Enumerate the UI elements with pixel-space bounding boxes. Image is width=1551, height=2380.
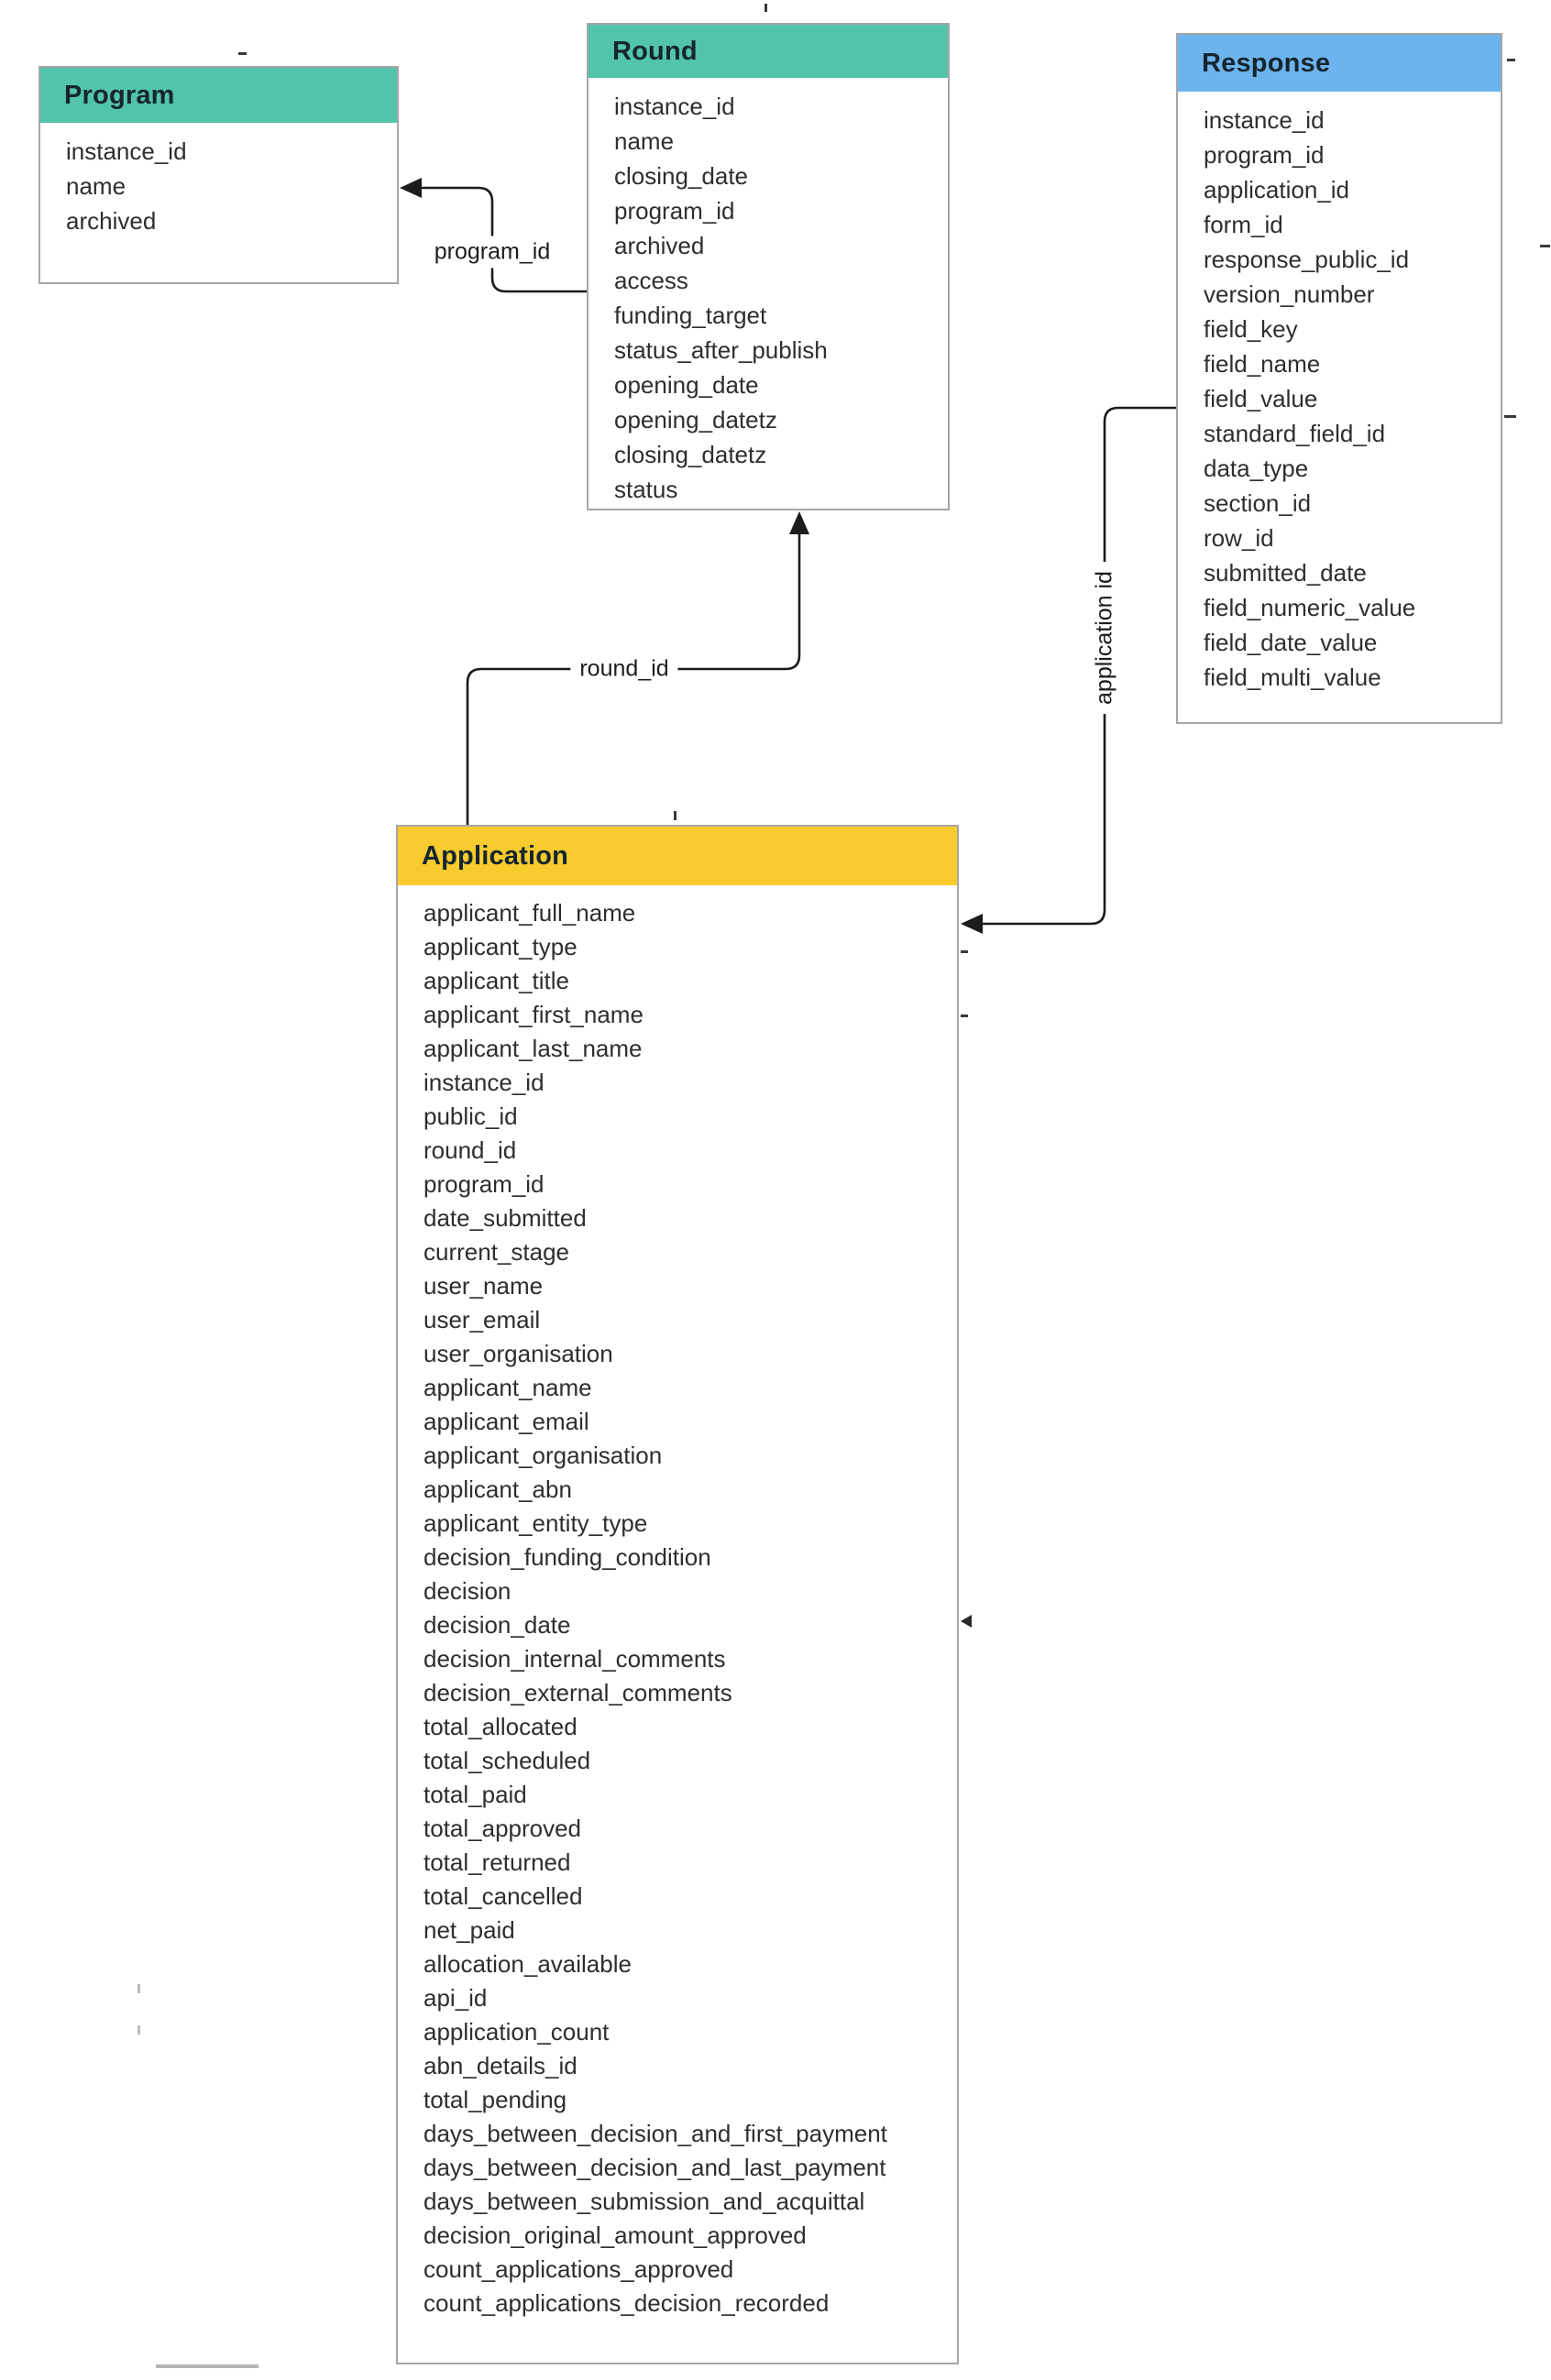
field-row: archived [614, 232, 705, 259]
field-row: field_multi_value [1204, 664, 1381, 691]
stray-line-fragment [156, 2364, 258, 2368]
entity-response-fields [1178, 92, 1501, 695]
field-row: api_id [424, 1984, 488, 2012]
entity-application[interactable] [396, 825, 959, 2364]
stray-arrowhead [961, 1615, 972, 1628]
entity-application-header [398, 827, 957, 885]
field-row: funding_target [614, 302, 767, 329]
field-row: total_allocated [424, 1713, 578, 1740]
field-row: instance_id [66, 137, 187, 165]
field-row: applicant_entity_type [424, 1509, 648, 1537]
field-row: program_id [424, 1170, 544, 1198]
entity-round-title: Round [612, 36, 698, 66]
connector-application-id [961, 408, 1176, 934]
stray-mark [1540, 245, 1550, 247]
field-row: applicant_name [424, 1374, 592, 1401]
field-row: days_between_decision_and_last_payment [424, 2154, 886, 2181]
field-row: days_between_submission_and_acquittal [424, 2188, 865, 2215]
field-row: form_id [1204, 211, 1283, 238]
field-row: applicant_abn [424, 1475, 572, 1503]
field-row: instance_id [424, 1069, 544, 1096]
field-row: access [614, 267, 688, 294]
field-row: total_returned [424, 1848, 571, 1876]
field-row: row_id [1204, 524, 1274, 552]
field-row: program_id [1204, 141, 1325, 169]
entity-application-fields [398, 885, 957, 2320]
field-row: applicant_organisation [424, 1442, 663, 1469]
field-row: total_paid [424, 1781, 527, 1808]
stray-mark [961, 1015, 968, 1017]
stray-mark [1504, 415, 1516, 418]
field-row: closing_date [614, 162, 748, 190]
field-row: round_id [424, 1136, 517, 1164]
field-row: user_name [424, 1272, 544, 1300]
field-row: count_applications_approved [424, 2255, 734, 2283]
field-row: field_key [1204, 315, 1298, 343]
field-row: decision_internal_comments [424, 1645, 726, 1673]
field-row: abn_details_id [424, 2052, 578, 2079]
field-row: applicant_title [424, 967, 569, 994]
field-row: application_id [1204, 176, 1350, 203]
field-row: field_date_value [1204, 629, 1378, 656]
field-row: current_stage [424, 1238, 569, 1266]
field-row: decision_external_comments [424, 1679, 732, 1706]
field-row: opening_datetz [614, 406, 777, 433]
relationship-label-program-id: program_id [425, 236, 559, 269]
field-row: response_public_id [1204, 246, 1410, 273]
field-row: standard_field_id [1204, 420, 1386, 447]
relationship-label-application-id: application id [1089, 562, 1121, 714]
connector-program-id-arrowhead [400, 178, 422, 198]
field-row: field_value [1204, 385, 1318, 412]
stray-mark [674, 811, 676, 820]
stray-mark [238, 52, 247, 55]
connector-application-id-line [981, 408, 1176, 924]
field-row: name [66, 172, 126, 200]
field-row: total_pending [424, 2086, 567, 2113]
entity-round[interactable] [587, 23, 950, 510]
entity-program-header [40, 68, 397, 123]
field-row: program_id [614, 197, 735, 225]
connector-application-id-arrowhead [961, 914, 983, 934]
entity-program-title: Program [64, 80, 175, 110]
entity-round-header [588, 25, 948, 78]
field-row: data_type [1204, 455, 1309, 482]
field-row: name [614, 127, 675, 155]
entity-round-fields [588, 78, 948, 507]
stray-mark [138, 2025, 140, 2035]
field-row: applicant_last_name [424, 1035, 643, 1062]
field-row: applicant_first_name [424, 1001, 644, 1028]
field-row: allocation_available [424, 1950, 632, 1978]
field-row: net_paid [424, 1916, 515, 1944]
field-row: applicant_full_name [424, 899, 636, 927]
field-row: field_numeric_value [1204, 594, 1416, 621]
field-row: instance_id [1204, 106, 1325, 134]
field-row: public_id [424, 1102, 518, 1130]
field-row: version_number [1204, 280, 1375, 308]
field-row: decision [424, 1577, 512, 1605]
field-row: field_name [1204, 350, 1321, 378]
field-row: decision_date [424, 1611, 571, 1639]
entity-response-header [1178, 35, 1501, 92]
connector-program-id [400, 178, 587, 291]
field-row: submitted_date [1204, 559, 1367, 587]
entity-response[interactable] [1176, 33, 1502, 724]
field-row: user_email [424, 1306, 541, 1333]
connector-round-id-arrowhead [789, 511, 809, 534]
field-row: archived [66, 207, 157, 235]
field-row: applicant_email [424, 1408, 589, 1435]
stray-mark [1507, 59, 1515, 61]
stray-mark [961, 950, 968, 953]
field-row: application_count [424, 2018, 610, 2045]
field-row: status [614, 476, 678, 503]
entity-program-fields [40, 123, 397, 238]
stray-mark [138, 1984, 140, 1993]
entity-application-title: Application [422, 840, 569, 871]
field-row: section_id [1204, 489, 1312, 517]
stray-mark [764, 4, 767, 12]
field-row: instance_id [614, 93, 735, 120]
field-row: total_approved [424, 1815, 582, 1842]
field-row: days_between_decision_and_first_payment [424, 2120, 887, 2147]
entity-program[interactable] [38, 66, 399, 284]
field-row: status_after_publish [614, 336, 828, 364]
field-row: total_cancelled [424, 1882, 583, 1910]
field-row: user_organisation [424, 1340, 613, 1367]
field-row: count_applications_decision_recorded [424, 2289, 830, 2317]
field-row: decision_original_amount_approved [424, 2221, 807, 2249]
field-row: total_scheduled [424, 1747, 591, 1774]
relationship-label-round-id: round_id [570, 653, 677, 685]
field-row: opening_date [614, 371, 759, 399]
entity-response-title: Response [1202, 48, 1331, 78]
field-row: decision_funding_condition [424, 1543, 711, 1571]
field-row: closing_datetz [614, 441, 767, 468]
field-row: date_submitted [424, 1204, 587, 1232]
field-row: applicant_type [424, 933, 578, 960]
